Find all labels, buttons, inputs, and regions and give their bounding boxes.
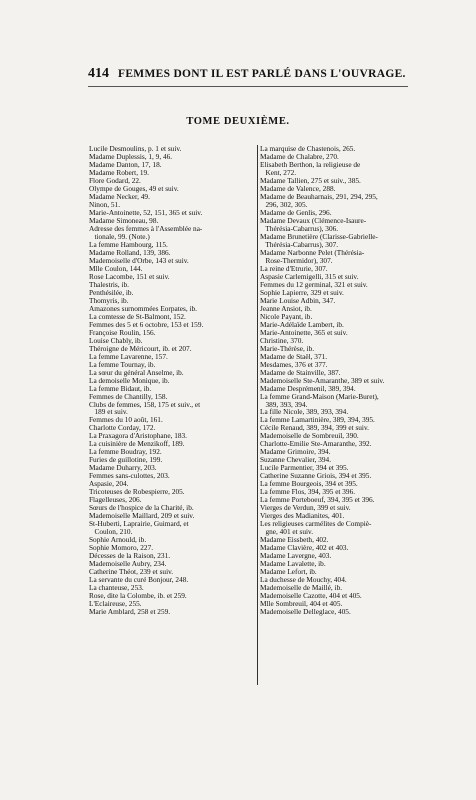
index-entry: Madame Tallien, 275 et suiv., 385.: [260, 175, 361, 185]
index-entry: Mlle Coulon, 144.: [89, 263, 143, 273]
index-entry: La comtesse de St-Balmont, 152.: [89, 311, 186, 321]
index-entry: St-Huberti, Laprairie, Guimard, et: [89, 519, 189, 529]
index-entry: Thalestris, ib.: [89, 279, 129, 289]
index-entry: La servante du curé Bonjour, 248.: [89, 575, 189, 585]
index-entry: Madame Rolland, 139, 386.: [89, 247, 171, 257]
index-entry: Madame Lavalette, ib.: [260, 559, 326, 569]
index-entry: Madame de Valence, 288.: [260, 183, 336, 193]
index-entry: Madame Robert, 19.: [89, 167, 149, 177]
index-entry: Françoise Roulin, 156.: [89, 327, 156, 337]
index-entry: Madame de Stainville, 387.: [260, 367, 341, 377]
index-entry: Catherine Suzanne Griois, 394 et 395.: [260, 471, 372, 481]
index-entry: Furies de guillotine, 199.: [89, 455, 163, 465]
page-number: 414: [88, 66, 109, 81]
index-entry: Madame Duharry, 203.: [89, 463, 157, 473]
index-entry: La reine d'Etrurie, 307.: [260, 263, 328, 273]
index-entry: Madame Duplessis, 1, 9, 46.: [89, 151, 173, 161]
index-entry: Thérésia-Cabarrus), 306.: [260, 223, 339, 233]
index-entry: La femme Flos, 394, 395 et 396.: [260, 487, 356, 497]
index-entry: Décesses de la Raison, 231.: [89, 551, 171, 561]
index-entry: 389, 393, 394.: [260, 399, 308, 409]
index-entry: Adresse des femmes à l'Assemblée na-: [89, 223, 203, 233]
index-entry: Nicole Payant, ib.: [260, 311, 313, 321]
index-entry: La femme Bidaut, ib.: [89, 383, 152, 393]
index-entry: Mademoiselle d'Orbe, 143 et suiv.: [89, 255, 189, 265]
index-entry: La sœur du général Anselme, ib.: [89, 367, 184, 377]
index-entry: Madame de Chalabre, 270.: [260, 151, 339, 161]
index-entry: Madame Lavergne, 403.: [260, 551, 332, 561]
index-entry: Lucile Parmentier, 394 et 395.: [260, 463, 349, 473]
index-entry: Marie-Antoinette, 365 et suiv.: [260, 327, 348, 337]
index-entry: Madame de Staël, 371.: [260, 351, 328, 361]
index-entry: La marquise de Chastenois, 265.: [260, 144, 356, 153]
header-rule: [88, 86, 408, 87]
index-entry: Ninon, 51.: [89, 199, 121, 209]
index-entry: Flagelleuses, 206.: [89, 495, 142, 505]
index-entry: Marie Amblard, 258 et 259.: [89, 607, 171, 617]
index-entry: La femme Bourgeois, 394 et 395.: [260, 479, 358, 489]
index-entry: La femme Lavarenne, 157.: [89, 351, 168, 361]
index-entry: La femme Boudray, 192.: [89, 447, 162, 457]
index-entry: Tricoteuses de Robespierre, 205.: [89, 487, 185, 497]
index-entry: La fille Nicole, 389, 393, 394.: [260, 407, 349, 417]
index-entry: Mademoiselle Delleglace, 405.: [260, 607, 351, 617]
index-entry: Mademoiselle Aubry, 234.: [89, 559, 167, 569]
index-entry: Madame Eissbeth, 402.: [260, 535, 329, 545]
index-entry: La Praxagora d'Aristophane, 183.: [89, 431, 187, 441]
index-column-right: [260, 145, 417, 616]
index-entry: La femme Tournay, ib.: [89, 359, 156, 369]
index-entry: Clubs de femmes, 158, 175 et suiv., et: [89, 399, 201, 409]
index-entry: Mademoiselle Maillard, 209 et suiv.: [89, 511, 195, 521]
index-entry: Flore Godard, 22.: [89, 175, 141, 185]
index-entry: Mademoiselle Ste-Amaranthe, 389 et suiv.: [260, 375, 385, 385]
index-entry: Madame Narbonne Pelet (Thérésia-: [260, 247, 365, 257]
index-entry: Femmes des 5 et 6 octobre, 153 et 159.: [89, 319, 204, 329]
index-entry: Madame de Beauharnais, 291, 294, 295,: [260, 191, 378, 201]
index-entry: Rose Lacombe, 151 et suiv.: [89, 271, 170, 281]
index-entry: Madame Brunetière (Clarisse-Gabrielle-: [260, 231, 378, 241]
index-entry: Amazones surnommées Eorpates, ib.: [89, 303, 198, 313]
index-entry: Mademoiselle Cazotte, 404 et 405.: [260, 591, 362, 601]
index-entry: Madame Simoneau, 98.: [89, 215, 159, 225]
index-entry: tionale, 99. (Note.): [89, 231, 150, 241]
index-entry: Rose-Thermidor), 307.: [260, 255, 333, 265]
index-entry: Mademoiselle de Sombreuil, 390.: [260, 431, 359, 441]
index-entry: Madame Lefort, ib.: [260, 567, 317, 577]
index-entry: Vierges de Verdun, 399 et suiv.: [260, 503, 351, 513]
index-entry: La femme Hambourg, 115.: [89, 239, 168, 249]
index-entry: Mesdames, 376 et 377.: [260, 359, 328, 369]
index-entry: Louise Chably, ib.: [89, 335, 143, 345]
index-entry: Sœurs de l'hospice de la Charité, ib.: [89, 503, 194, 513]
index-entry: Madame Devaux (Clémence-Isaure-: [260, 215, 367, 225]
index-entry: Les religieuses carmélites de Compiè-: [260, 519, 372, 529]
index-entry: Suzanne Chevalier, 394.: [260, 455, 332, 465]
index-entry: Penthésilée, ib.: [89, 287, 134, 297]
index-entry: Christine, 370.: [260, 335, 304, 345]
index-entry: Madame Necker, 49.: [89, 191, 150, 201]
index-entry: Lucile Desmoulins, p. 1 et suiv.: [89, 144, 182, 153]
index-entry: 189 et suiv.: [89, 407, 128, 417]
index-entry: Coulon, 210.: [89, 527, 133, 537]
index-entry: Femmes sans-culottes, 203.: [89, 471, 170, 481]
index-entry: Kent, 272.: [260, 167, 297, 177]
index-entry: Théroigne de Méricourt, ib. et 207.: [89, 343, 192, 353]
index-entry: Femmes de Chantilly, 158.: [89, 391, 168, 401]
index-entry: Cécile Renaud, 389, 394, 399 et suiv.: [260, 423, 369, 433]
index-entry: L'Eclaireuse, 255.: [89, 599, 142, 609]
index-entry: La duchesse de Mouchy, 404.: [260, 575, 347, 585]
index-entry: Charlotte-Emilie Ste-Amaranthe, 392.: [260, 439, 372, 449]
index-entry: La demoiselle Monique, ib.: [89, 375, 170, 385]
index-entry: Jeanne Ansiot, ib.: [260, 303, 312, 313]
index-entry: La femme Lamartinière, 389, 394, 395.: [260, 415, 375, 425]
index-entry: Olympe de Gouges, 49 et suiv.: [89, 183, 179, 193]
index-entry: gne, 401 et suiv.: [260, 527, 314, 537]
index-entry: Thérésia-Cabarrus), 307.: [260, 239, 339, 249]
index-entry: Madame Clavière, 402 et 403.: [260, 543, 349, 553]
index-entry: La femme Grand-Maison (Marie-Buret),: [260, 391, 379, 401]
index-entry: Marie Louise Adbin, 347.: [260, 295, 336, 305]
index-entry: Rose, dite la Colombe, ib. et 259.: [89, 591, 187, 601]
index-entry: La femme Porteboeuf, 394, 395 et 396.: [260, 495, 375, 505]
index-entry: Marie-Thérèse, ib.: [260, 343, 315, 353]
index-entry: Marie-Adélaïde Lambert, ib.: [260, 319, 344, 329]
index-entry: Madame Grimoire, 394.: [260, 447, 331, 457]
running-title: FEMMES DONT IL EST PARLÉ DANS L'OUVRAGE.: [118, 68, 406, 80]
index-entry: Madame Danton, 17, 18.: [89, 159, 162, 169]
index-entry: Femmes du 12 germinal, 321 et suiv.: [260, 279, 368, 289]
index-entry: La cuisinière de Menzikoff, 189.: [89, 439, 185, 449]
section-title: TOME DEUXIÈME.: [186, 116, 290, 127]
index-entry: Mlle Sombreuil, 404 et 405.: [260, 599, 343, 609]
index-entry: Vierges des Madianites, 401.: [260, 511, 345, 521]
column-divider: [257, 145, 258, 685]
index-entry: Thomyris, ib.: [89, 295, 129, 305]
index-entry: Sophie Lapierre, 329 et suiv.: [260, 287, 344, 297]
index-entry: Mademoiselle de Maillé, ib.: [260, 583, 343, 593]
index-entry: 296, 302, 305.: [260, 199, 308, 209]
index-entry: Sophie Arnould, ib.: [89, 535, 147, 545]
index-entry: Sophie Momoro, 227.: [89, 543, 154, 553]
index-entry: Elisabeth Berthon, la religieuse de: [260, 159, 361, 169]
index-entry: La chanteuse, 253.: [89, 583, 144, 593]
running-header: [88, 66, 408, 84]
index-entry: Marie-Antoinette, 52, 151, 365 et suiv.: [89, 207, 203, 217]
index-entry: Catherine Théot, 239 et suiv.: [89, 567, 174, 577]
index-entry: Aspasie, 204.: [89, 479, 129, 489]
index-entry: Madame Desprémenil, 389, 394.: [260, 383, 356, 393]
index-entry: Charlotte Corday, 172.: [89, 423, 156, 433]
index-column-left: [89, 145, 255, 616]
index-entry: Femmes du 10 août, 161.: [89, 415, 163, 425]
index-entry: Madame de Genlis, 296.: [260, 207, 332, 217]
index-entry: Aspasie Carlemigelli, 315 et suiv.: [260, 271, 359, 281]
